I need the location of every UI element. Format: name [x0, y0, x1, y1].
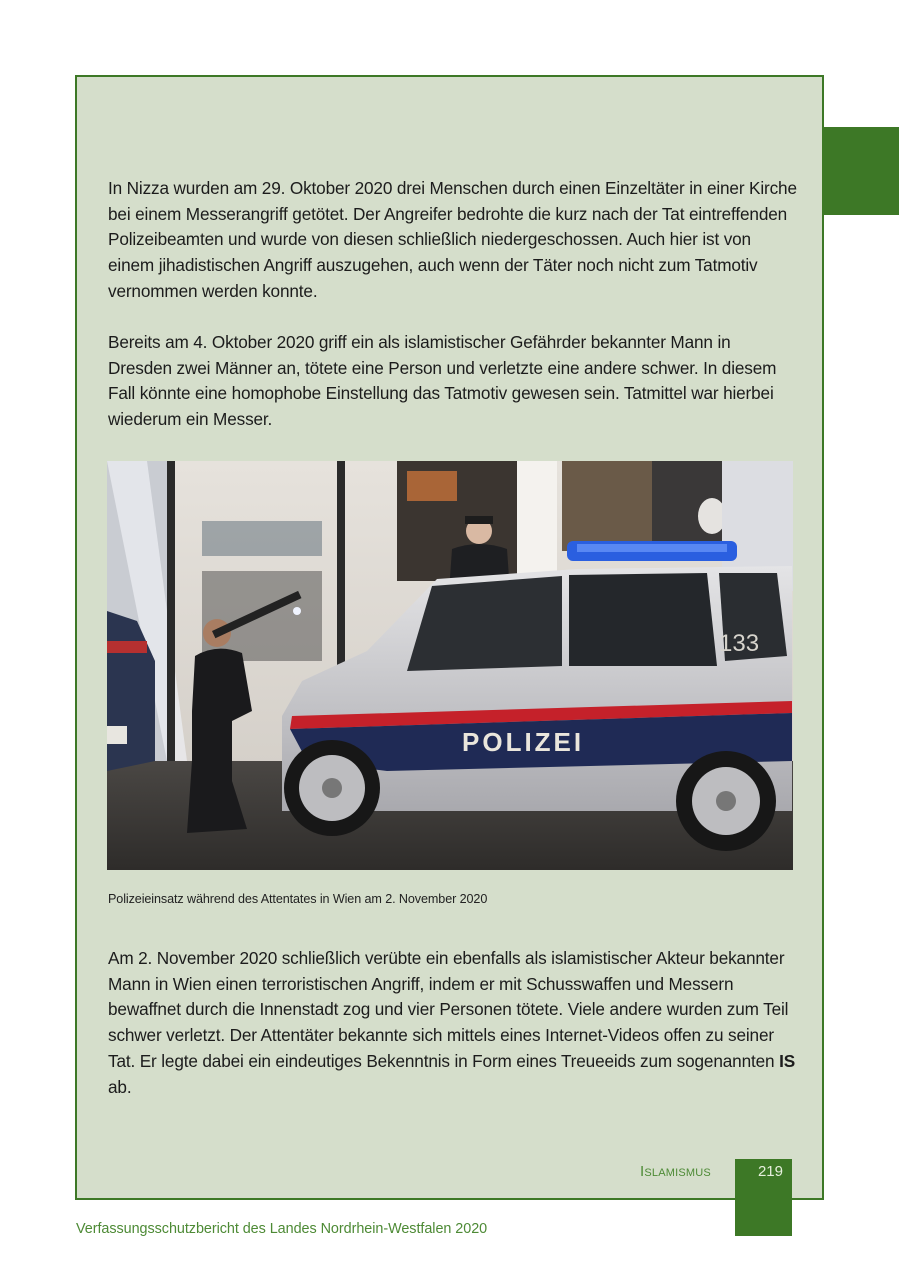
paragraph-wien [108, 946, 798, 1100]
polizei-text: POLIZEI [462, 727, 585, 757]
chapter-tab-marker [822, 127, 899, 215]
page-number: 219 [757, 1163, 783, 1180]
is-bold-term: IS [779, 1050, 796, 1071]
police-scene-image [107, 461, 793, 870]
car-number-text: 133 [719, 630, 760, 657]
paragraph-nizza: In Nizza wurden am 29. Oktober 2020 drei Menschen durch einen Einzeltäter in einer Kirche bei einem Messerangriff getötet. Der Angreifer bedrohte die kurz nach der Tat eintreffenden Polizeibeamten und wurde von diesen schließlich niedergeschossen. Auch hier ist von einem jihadistischen Angriff auszugehen, auch wenn der Täter noch nicht zum Tatmotiv vernommen werden konnte. [108, 178, 797, 301]
section-label: Islamismus [640, 1163, 711, 1180]
report-footer: Verfassungsschutzbericht des Landes Nordrhein-Westfalen 2020 [76, 1221, 488, 1237]
photo-police-vienna [107, 461, 793, 870]
paragraph-wien-ending: ab. [108, 1076, 132, 1097]
paragraph-wien-text: Am 2. November 2020 schließlich verübte ein ebenfalls als islamistischer Akteur bekannter Mann in Wien einen terroristischen Angriff, indem er mit Schusswaffen und Messern bewaffnet durch die Innenstadt zog und vier Personen tötete. Viele andere wurden zum Teil schwer verletzt. Der Attentäter bekannte sich mittels eines Internet-Videos offen zu seiner Tat. Er legte dabei ein eindeutiges Bekenntnis in Form eines Treueeids zum sogenannten [108, 948, 789, 1071]
paragraph-dresden: Bereits am 4. Oktober 2020 griff ein als islamistischer Gefährder bekannter Mann in Dresden zwei Männer an, tötete eine Person und verletzte eine andere schwer. In diesem Fall könnte eine homophobe Einstellung das Tatmotiv gewesen sein. Tatmittel war hierbei wiederum ein Messer. [108, 332, 777, 430]
photo-caption: Polizeieinsatz während des Attentates in Wien am 2. November 2020 [108, 892, 488, 906]
